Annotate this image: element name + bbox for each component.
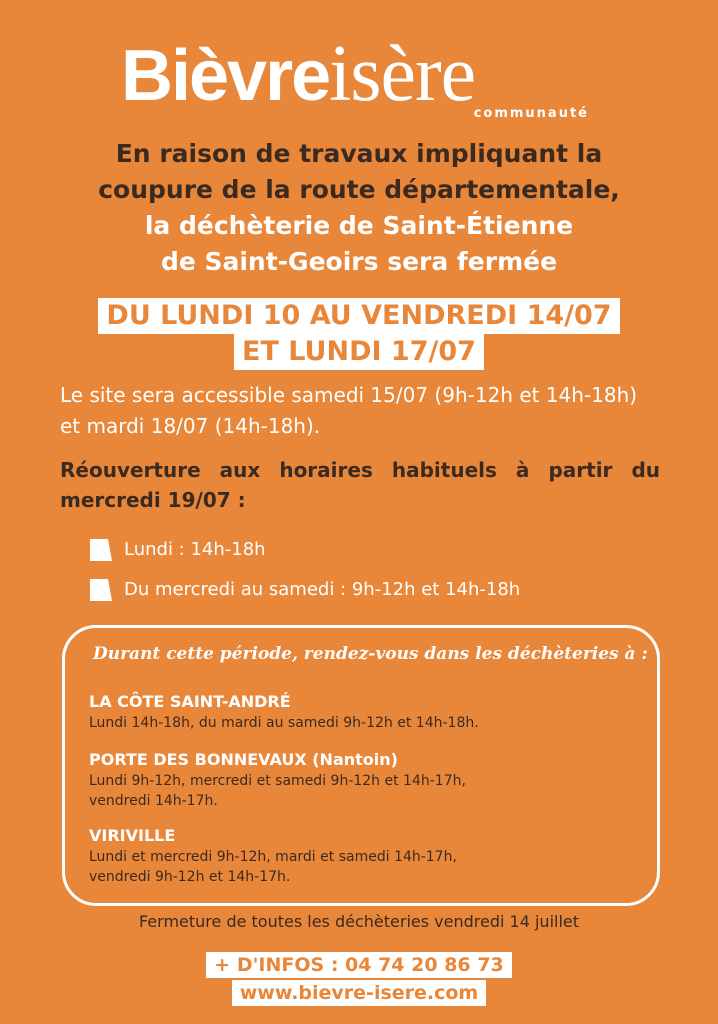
place-hours-line-2: vendredi 9h-12h et 14h-17h. [89,869,291,885]
place-la-cote-saint-andre [89,690,629,733]
phone-info: + D'INFOS : 04 74 20 86 73 [206,952,511,978]
box-title: Durant cette période, rendez-vous dans les déchèteries à : [93,644,648,664]
intro-text [40,136,678,280]
place-hours-line-2: vendredi 14h-17h. [89,793,218,809]
closure-dates [40,298,678,370]
logo-subtitle: communauté [473,106,589,121]
intro-line-1: En raison de travaux impliquant la [115,139,603,168]
bievre-isere-logo [121,30,591,125]
intro-line-2: coupure de la route départementale, [98,175,620,204]
access-paragraph: Le site sera accessible samedi 15/07 (9h-12h et 14h-18h) et mardi 18/07 (14h-18h). [60,383,638,438]
place-viriville [89,824,629,887]
place-hours-line-1: Lundi et mercredi 9h-12h, mardi et samedi 14h-17h, [89,849,457,865]
reopening-paragraph: Réouverture aux horaires habituels à partir du mercredi 19/07 : [60,458,660,512]
hours-item-label: Lundi : 14h-18h [124,539,266,560]
logo-part-light: isère [329,30,476,118]
place-name: PORTE DES BONNEVAUX (Nantoin) [89,750,398,769]
logo-wordmark [121,30,476,118]
place-hours: Lundi 14h-18h, du mardi au samedi 9h-12h et 14h-18h. [89,715,479,731]
logo-part-bold: Bièvre [121,36,330,116]
closure-dates-line-2: ET LUNDI 17/07 [234,334,484,370]
triangle-bullet-icon [90,579,112,601]
intro-line-4: de Saint-Geoirs sera fermée [160,247,558,276]
contact-block [0,952,718,1006]
list-item [90,535,670,575]
list-item [90,575,670,615]
place-name: LA CÔTE SAINT-ANDRÉ [89,692,291,711]
closure-dates-line-1: DU LUNDI 10 AU VENDREDI 14/07 [98,298,619,334]
place-name: VIRIVILLE [89,826,176,845]
usual-hours-list [90,535,670,615]
triangle-bullet-icon [90,539,112,561]
alternative-centers-box [62,625,660,906]
website-link[interactable]: www.bievre-isere.com [232,980,486,1006]
general-closure-notice: Fermeture de toutes les déchèteries vendredi 14 juillet [138,912,580,931]
intro-line-3: la déchèterie de Saint-Étienne [144,211,574,240]
place-hours-line-1: Lundi 9h-12h, mercredi et samedi 9h-12h et 14h-17h, [89,773,466,789]
hours-item-label: Du mercredi au samedi : 9h-12h et 14h-18h [124,579,521,600]
place-porte-des-bonnevaux [89,748,629,811]
